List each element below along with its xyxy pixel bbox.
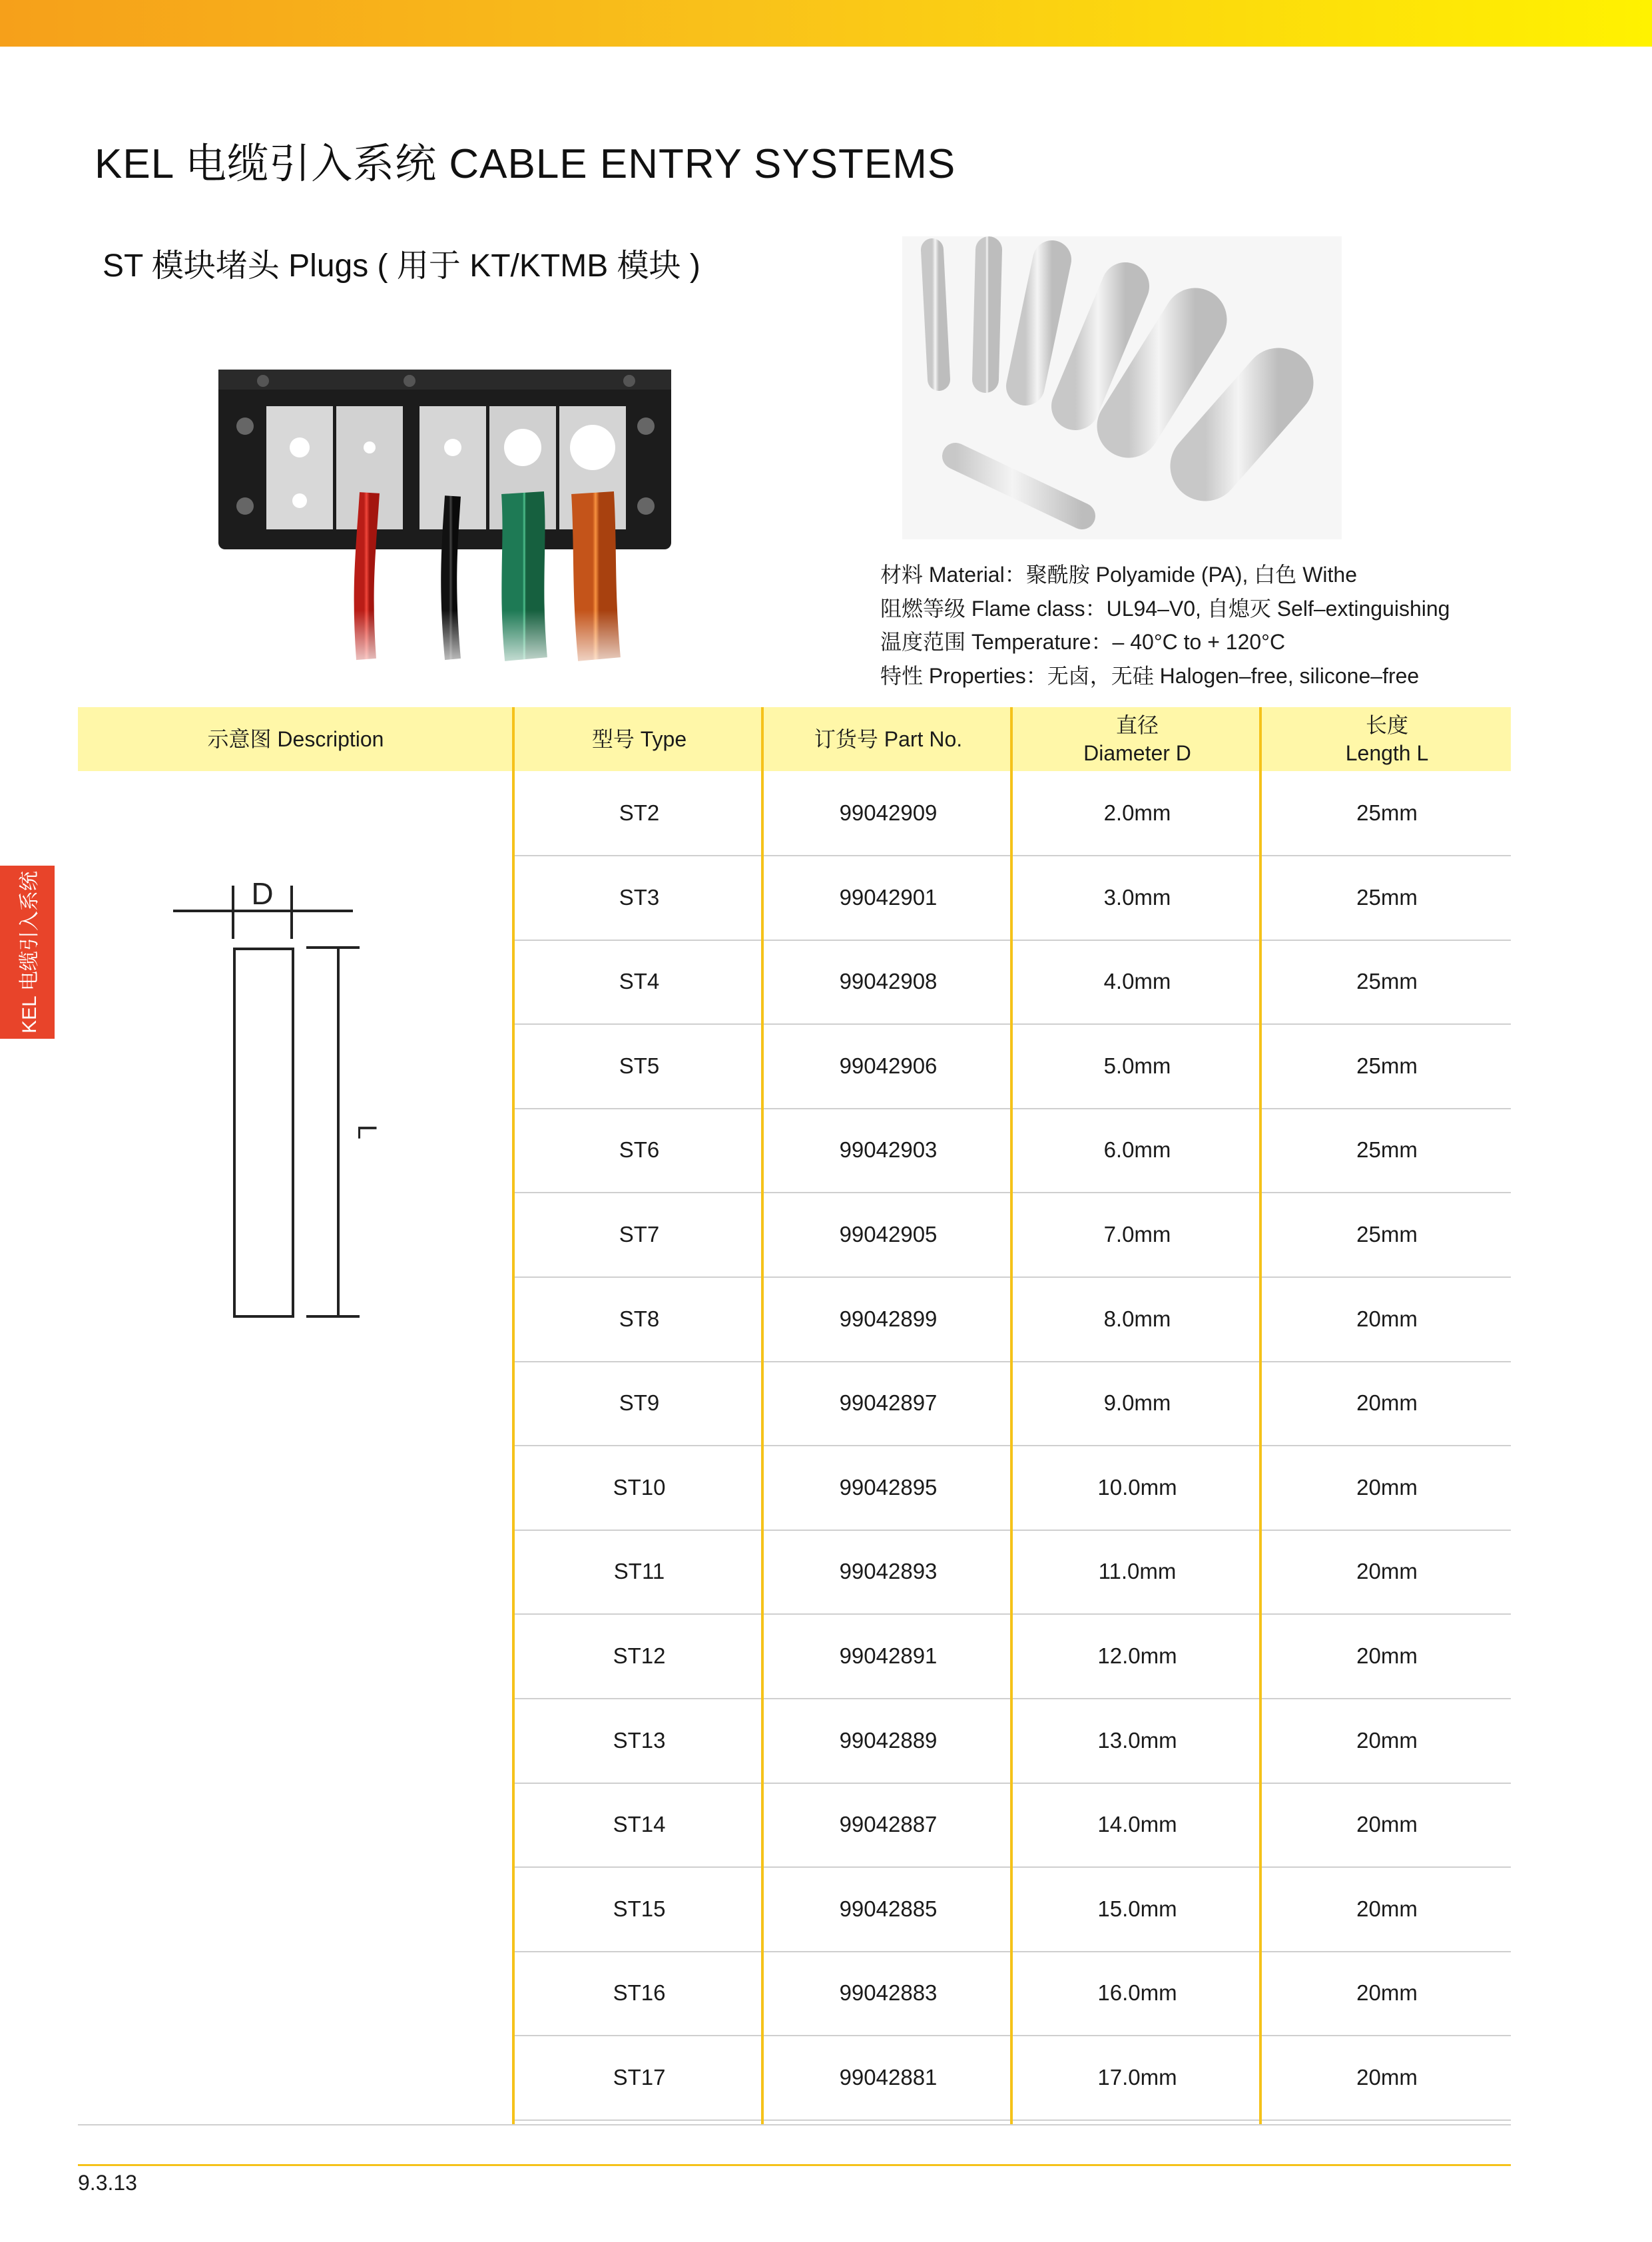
cell-diameter: 6.0mm xyxy=(1103,1137,1171,1163)
cell-length: 20mm xyxy=(1356,1390,1418,1416)
column-divider xyxy=(1259,707,1262,2125)
cell-length: 20mm xyxy=(1356,1643,1418,1668)
column-divider xyxy=(761,707,764,2125)
header-type: 型号 Type xyxy=(591,727,687,751)
cell-part-no: 99042903 xyxy=(839,1137,938,1163)
cell-part-no: 99042885 xyxy=(839,1896,938,1921)
cell-part-no: 99042901 xyxy=(839,884,938,910)
cell-length: 20mm xyxy=(1356,1474,1418,1500)
top-color-bar xyxy=(0,0,1652,47)
cell-part-no: 99042899 xyxy=(839,1306,938,1331)
table-bottom-border xyxy=(78,2124,1511,2125)
cell-type: ST15 xyxy=(613,1896,666,1921)
material-specs xyxy=(880,558,1450,693)
cell-part-no: 99042909 xyxy=(839,800,938,825)
cell-diameter: 2.0mm xyxy=(1103,800,1171,825)
cell-part-no: 99042908 xyxy=(839,969,938,994)
header-length-cn: 长度 xyxy=(1365,713,1408,737)
plug-dimension-diagram xyxy=(166,866,382,1332)
cell-diameter: 10.0mm xyxy=(1097,1474,1177,1500)
cell-part-no: 99042883 xyxy=(839,1980,938,2006)
cell-type: ST9 xyxy=(619,1390,660,1416)
cell-diameter: 7.0mm xyxy=(1103,1222,1171,1247)
cell-length: 25mm xyxy=(1356,1222,1418,1247)
cell-length: 25mm xyxy=(1356,969,1418,994)
page-number: 9.3.13 xyxy=(78,2171,137,2195)
cell-length: 25mm xyxy=(1356,1053,1418,1078)
cell-part-no: 99042893 xyxy=(839,1559,938,1584)
page-subtitle: ST 模块堵头 Plugs ( 用于 KT/KTMB 模块 ) xyxy=(103,248,700,284)
cell-type: ST6 xyxy=(619,1137,660,1163)
header-diameter-cn: 直径 xyxy=(1115,713,1159,737)
column-divider xyxy=(1010,707,1013,2125)
cell-part-no: 99042887 xyxy=(839,1812,938,1837)
spec-properties: 特性 Properties：无卤，无硅 Halogen–free, silicone–free xyxy=(880,663,1420,688)
cell-type: ST13 xyxy=(613,1727,666,1753)
plugs-photo xyxy=(902,236,1342,539)
spec-temperature: 温度范围 Temperature：– 40°C to + 120°C xyxy=(880,630,1286,654)
cell-diameter: 12.0mm xyxy=(1097,1643,1177,1668)
cell-diameter: 5.0mm xyxy=(1103,1053,1171,1078)
spec-flame-class: 阻燃等级 Flame class：UL94–V0, 自熄灭 Self–extinguishing xyxy=(880,596,1450,621)
cell-type: ST14 xyxy=(613,1812,666,1837)
cell-part-no: 99042906 xyxy=(839,1053,938,1078)
cell-diameter: 16.0mm xyxy=(1097,1980,1177,2006)
cell-type: ST8 xyxy=(619,1306,660,1331)
header-diameter-en: Diameter D xyxy=(1083,741,1191,765)
cell-part-no: 99042889 xyxy=(839,1727,938,1753)
column-divider xyxy=(512,707,515,2125)
cell-type: ST16 xyxy=(613,1980,666,2006)
cell-type: ST5 xyxy=(619,1053,660,1078)
cable-entry-frame-photo xyxy=(206,346,686,679)
header-diameter xyxy=(1014,707,1260,771)
header-length-en: Length L xyxy=(1345,741,1429,765)
cell-part-no: 99042897 xyxy=(839,1390,938,1416)
cell-type: ST11 xyxy=(613,1559,665,1584)
cell-diameter: 15.0mm xyxy=(1097,1896,1177,1921)
cell-diameter: 9.0mm xyxy=(1103,1390,1171,1416)
cell-type: ST10 xyxy=(613,1474,666,1500)
cell-length: 20mm xyxy=(1356,1727,1418,1753)
cell-part-no: 99042891 xyxy=(839,1643,938,1668)
header-description: 示意图 Description xyxy=(207,727,384,751)
cell-diameter: 14.0mm xyxy=(1097,1812,1177,1837)
cell-length: 20mm xyxy=(1356,1812,1418,1837)
cell-length: 20mm xyxy=(1356,2065,1418,2090)
spec-material: 材料 Material：聚酰胺 Polyamide (PA), 白色 Withe xyxy=(880,563,1357,587)
cell-length: 25mm xyxy=(1356,884,1418,910)
cell-length: 20mm xyxy=(1356,1896,1418,1921)
table-header xyxy=(78,707,1511,771)
header-part-no: 订货号 Part No. xyxy=(814,727,963,751)
cell-diameter: 13.0mm xyxy=(1097,1727,1177,1753)
footer-divider xyxy=(78,2164,1511,2166)
cell-type: ST2 xyxy=(619,800,660,825)
cell-type: ST7 xyxy=(619,1222,660,1247)
cell-type: ST4 xyxy=(619,969,660,994)
page-title: KEL 电缆引入系统 CABLE ENTRY SYSTEMS xyxy=(95,141,956,187)
header-length xyxy=(1263,707,1511,771)
cell-type: ST3 xyxy=(619,884,660,910)
cell-length: 25mm xyxy=(1356,1137,1418,1163)
side-tab-label: KEL 电缆引入系统 xyxy=(19,871,41,1033)
cell-diameter: 3.0mm xyxy=(1103,884,1171,910)
cell-part-no: 99042895 xyxy=(839,1474,938,1500)
cell-length: 25mm xyxy=(1356,800,1418,825)
cell-diameter: 17.0mm xyxy=(1097,2065,1177,2090)
cell-diameter: 4.0mm xyxy=(1103,969,1171,994)
cell-diameter: 8.0mm xyxy=(1103,1306,1171,1331)
cell-length: 20mm xyxy=(1356,1306,1418,1331)
diameter-label: D xyxy=(251,876,274,911)
cell-length: 20mm xyxy=(1356,1980,1418,2006)
cell-part-no: 99042881 xyxy=(839,2065,938,2090)
side-section-tab xyxy=(0,866,55,1039)
length-label: L xyxy=(352,1124,382,1140)
cell-type: ST17 xyxy=(613,2065,666,2090)
cell-part-no: 99042905 xyxy=(839,1222,938,1247)
cell-diameter: 11.0mm xyxy=(1098,1559,1177,1584)
cell-type: ST12 xyxy=(613,1643,666,1668)
cell-length: 20mm xyxy=(1356,1559,1418,1584)
